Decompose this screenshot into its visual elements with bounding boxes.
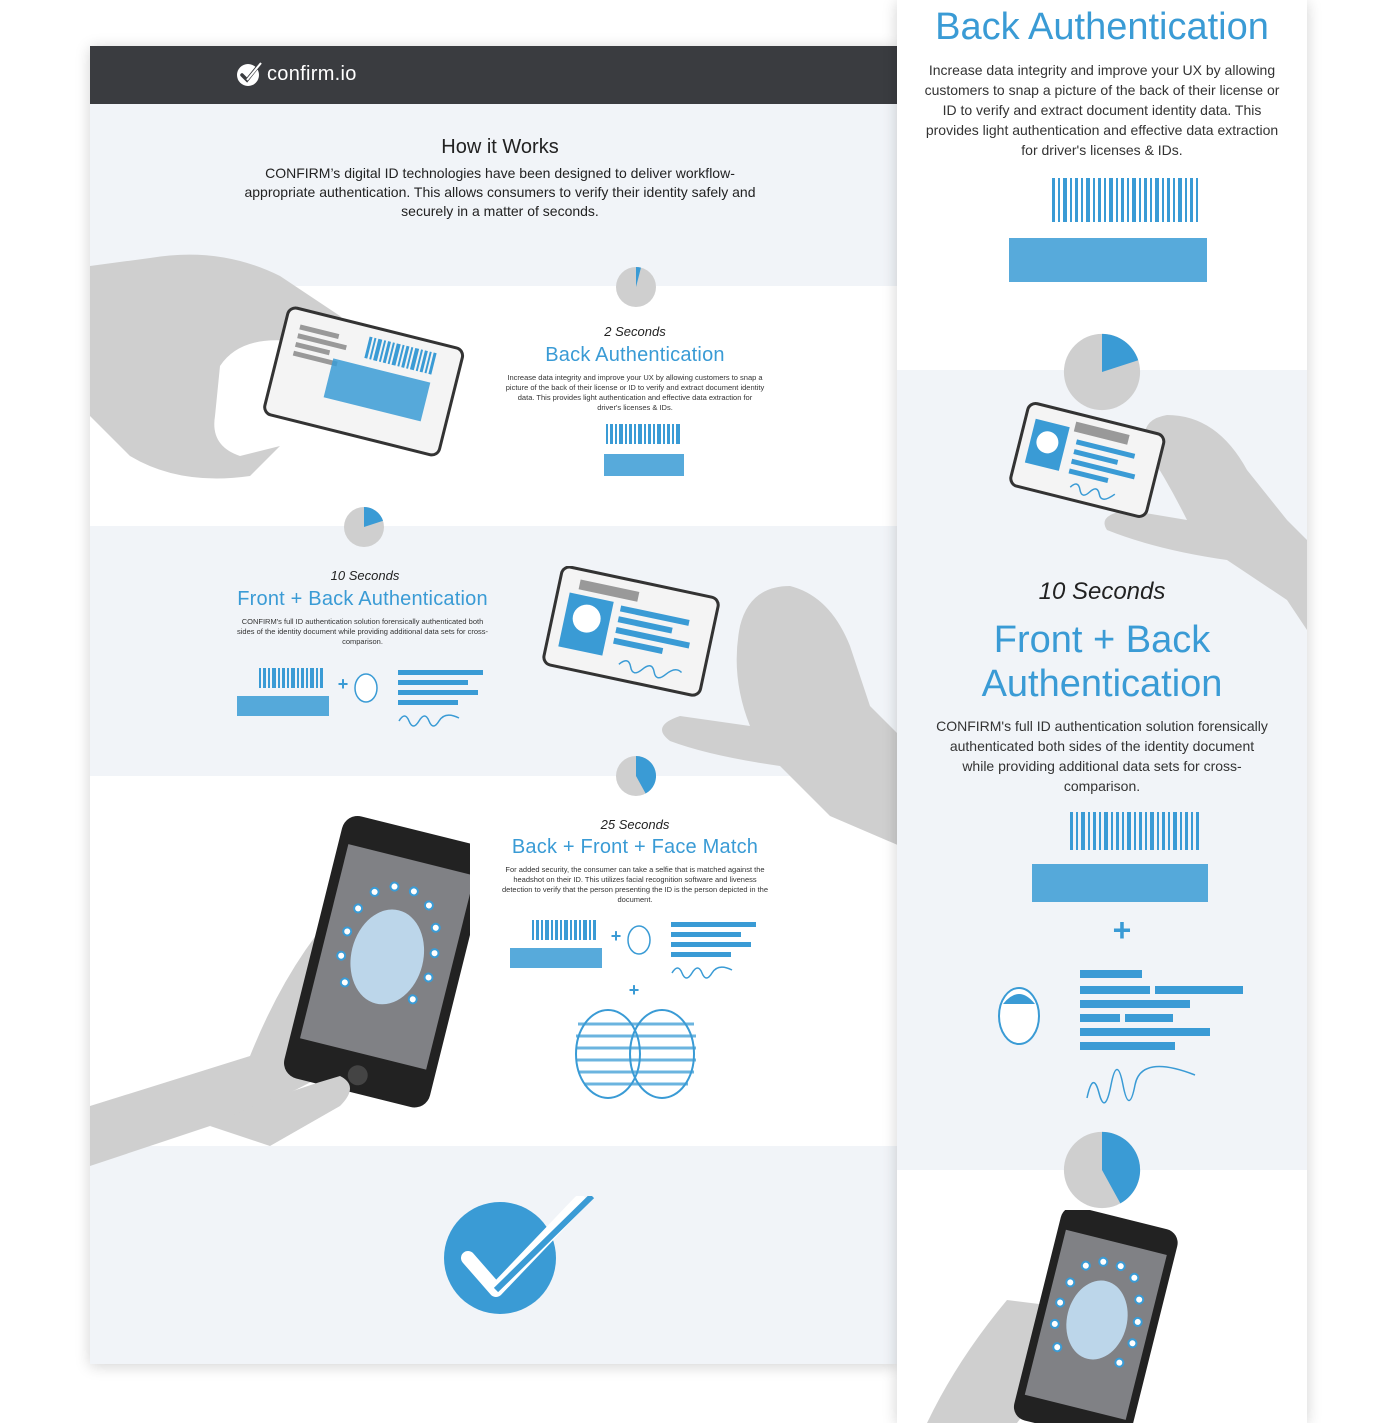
mobile-step2-time: 10 Seconds bbox=[1038, 578, 1166, 605]
check-logo-icon bbox=[236, 61, 262, 87]
header-bar bbox=[90, 46, 898, 104]
step1-progress-pie bbox=[615, 266, 657, 308]
step1-barcode-icon bbox=[604, 424, 684, 480]
how-it-works-title: How it Works bbox=[441, 136, 559, 158]
desktop-page bbox=[90, 46, 898, 1364]
mobile-step2-description: CONFIRM's full ID authentication solution forensically authenticated both sides of the identity document while providing additional data sets for cross-comparison. bbox=[936, 718, 1268, 794]
step3-title: Back + Front + Face Match bbox=[511, 836, 759, 858]
step3-plus-a: + bbox=[610, 926, 622, 946]
face-match-icon bbox=[574, 1004, 698, 1102]
how-it-works-description: CONFIRM’s digital ID technologies have been designed to deliver workflow-appropriate authentication. This allows consumers to verify their identity safely and securely in a matter of seconds. bbox=[244, 165, 756, 219]
step3-plus-b: + bbox=[628, 980, 640, 1000]
mobile-step1-title: Back Authentication bbox=[935, 6, 1269, 48]
step3-phone-illustration bbox=[90, 806, 470, 1166]
step2-time: 10 Seconds bbox=[330, 568, 400, 583]
mobile-page bbox=[897, 0, 1307, 1423]
step3-time: 25 Seconds bbox=[600, 817, 670, 832]
step1-time: 2 Seconds bbox=[604, 324, 666, 339]
step3-data-icons bbox=[510, 918, 770, 988]
mobile-step1-description: Increase data integrity and improve your UX by allowing customers to snap a picture of the back of their license or ID to verify and extract document identity data. This provides light authentication and effective data extraction for driver's licenses & IDs. bbox=[924, 62, 1280, 158]
mobile-barcode-icon bbox=[1007, 178, 1207, 284]
step2-data-icons bbox=[237, 666, 497, 736]
mobile-step3-phone-illustration bbox=[897, 1210, 1197, 1423]
logo-text: confirm.io bbox=[267, 62, 357, 85]
step3-progress-pie bbox=[615, 755, 657, 797]
step2-progress-pie bbox=[343, 506, 385, 548]
mobile-step3-progress-pie bbox=[1062, 1130, 1142, 1210]
mobile-step2-title: Front + Back Authentication bbox=[981, 619, 1223, 705]
step2-description: CONFIRM's full ID authentication solution forensically authenticated both sides of the identity document while providing additional data sets for cross-comparison. bbox=[237, 617, 488, 646]
step1-title: Back Authentication bbox=[545, 344, 725, 366]
step1-hand-illustration bbox=[90, 246, 470, 486]
step2-plus: + bbox=[337, 674, 349, 694]
step1-description: Increase data integrity and improve your UX by allowing customers to snap a picture of the back of their license or ID to verify and extract document identity data. This provides light authentication and effective data extraction for driver's licenses & IDs. bbox=[505, 373, 765, 412]
mobile-step2-face-data-icons bbox=[995, 968, 1255, 1108]
logo[interactable] bbox=[236, 61, 357, 87]
mobile-step2-barcode-icon bbox=[1032, 812, 1212, 904]
step2-title: Front + Back Authentication bbox=[237, 588, 488, 610]
confirmation-check-icon bbox=[440, 1196, 600, 1316]
mobile-step2-plus: + bbox=[1112, 912, 1132, 948]
step3-description: For added security, the consumer can take a selfie that is matched against the headshot on their ID. This utilizes facial recognition software and liveness detection to verify that the person presenting the ID is the person depicted in the document. bbox=[502, 865, 768, 904]
